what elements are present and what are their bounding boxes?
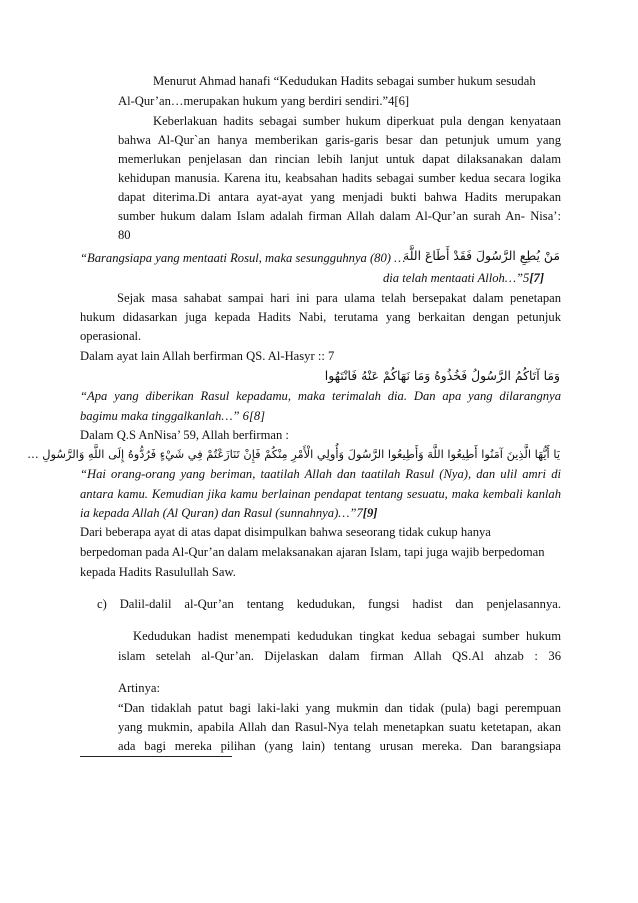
p1-line-2: Al-Qur’an…merupakan hukum yang berdiri sendiri.”4[6] — [118, 94, 410, 108]
quote3-line-2: antara kamu. Kemudian jika kamu berlainan pendapat tentang sesuatu, maka kembali kanlah — [80, 487, 561, 501]
p2-line-5: dapat diterima.Di antara ayat-ayat yang menjadi bukti bahwa Hadits merupakan — [118, 190, 561, 204]
p8-line-2: yang mukmin, apabila Allah dan Rasul-Nya telah menetapkan suatu ketetapan, akan — [118, 720, 561, 734]
p3-line-3: operasional. — [80, 329, 142, 343]
arabic-verse-an-nisa-80: مَنْ يُطِعِ الرَّسُولَ فَقَدْ أَطَاعَ اللَّهَ — [403, 248, 560, 263]
p2-line-6: sumber hukum dalam Islam adalah firman Allah dalam Al-Qur’an surah An- Nisa’: — [118, 209, 561, 223]
quote3-line-3 — [80, 503, 377, 523]
p8-line-1: “Dan tidaklah patut bagi laki-laki yang mukmin dan tidak (pula) bagi perempuan — [118, 701, 561, 715]
footnote-separator — [80, 756, 232, 757]
p2-line-7: 80 — [118, 228, 131, 242]
p4-line: Dalam ayat lain Allah berfirman QS. Al-Hasyr :: 7 — [80, 349, 335, 363]
p2-line-4: kehidupan manusia. Karena itu, keabsahan hadits sebagai sumber kedua secara logika — [118, 171, 561, 185]
quote3-line3-text: ia kepada Allah (Al Quran) dan Rasul (sunnahnya)…”7 — [80, 506, 363, 520]
p1-line-1: Menurut Ahmad hanafi “Kedudukan Hadits sebagai sumber hukum sesudah — [153, 74, 536, 88]
p6-line-3: kepada Hadits Rasulullah Saw. — [80, 565, 236, 579]
p3-line-2: hukum didasarkan juga kepada Hadits Nabi, terutama yang berkaitan dengan petunjuk — [80, 310, 561, 324]
quote3-line-1: “Hai orang-orang yang beriman, taatilah Allah dan taatilah Rasul (Nya), dan ulil amri di — [80, 467, 561, 481]
quote1-line-2 — [383, 268, 544, 288]
footnote-ref-9[interactable]: [9] — [362, 506, 378, 520]
p7-line-1: Kedudukan hadist menempati kedudukan tingkat kedua sebagai sumber hukum — [133, 629, 561, 643]
quote1-line2-text: dia telah mentaati Alloh…”5 — [383, 271, 530, 285]
p6-line-1: Dari beberapa ayat di atas dapat disimpulkan bahwa seseorang tidak cukup hanya — [80, 525, 491, 539]
arabic-verse-al-hasyr-7: وَمَا آتَاكُمُ الرَّسُولُ فَخُذُوهُ وَمَا نَهَاكُمْ عَنْهُ فَانْتَهُوا — [324, 368, 560, 383]
p5-line: Dalam Q.S AnNisa’ 59, Allah berfirman : — [80, 428, 289, 442]
footnote-ref-7[interactable]: [7] — [529, 271, 545, 285]
p6-line-2: berpedoman pada Al-Qur’an dalam melaksanakan ajaran Islam, tapi juga wajib berpedoman — [80, 545, 545, 559]
section-c-heading: c) Dalil-dalil al-Qur’an tentang kedudukan, fungsi hadist dan penjelasannya. — [97, 597, 561, 611]
arabic-verse-an-nisa-59: يَا أَيُّهَا الَّذِينَ آمَنُوا أَطِيعُوا اللَّهَ وَأَطِيعُوا الرَّسُولَ وَأُولِي الْأَمْرِ مِنْكُمْ فَإِنْ تَنَازَعْتُمْ فِي شَيْءٍ فَرُدُّوهُ إِلَى اللَّهِ وَالرَّسُولِ … — [27, 447, 560, 461]
p2-line-3: memerlukan penjelasan dan rincian lebih lanjut untuk dapat dilaksanakan dalam — [118, 152, 561, 166]
artinya-label: Artinya: — [118, 681, 160, 695]
quote2-line-2: bagimu maka tinggalkanlah…” 6[8] — [80, 409, 266, 423]
p7-line-2: islam setelah al-Qur’an. Dijelaskan dalam firman Allah QS.Al ahzab : 36 — [118, 649, 561, 663]
quote1-text: “Barangsiapa yang mentaati Rosul, maka sesungguhnya (80) … — [80, 251, 406, 265]
p2-line-2: bahwa Al-Qur`an hanya memberikan garis-garis besar dan petunjuk umum yang — [118, 133, 561, 147]
p8-line-3: ada bagi mereka pilihan (yang lain) tentang urusan mereka. Dan barangsiapa — [118, 739, 561, 753]
quote2-line-1: “Apa yang diberikan Rasul kepadamu, maka terimalah dia. Dan apa yang dilarangnya — [80, 389, 561, 403]
p2-line-1: Keberlakuan hadits sebagai sumber hukum diperkuat pula dengan kenyataan — [153, 114, 561, 128]
p3-line-1: Sejak masa sahabat sampai hari ini para ulama telah bersepakat dalam penetapan — [117, 291, 561, 305]
